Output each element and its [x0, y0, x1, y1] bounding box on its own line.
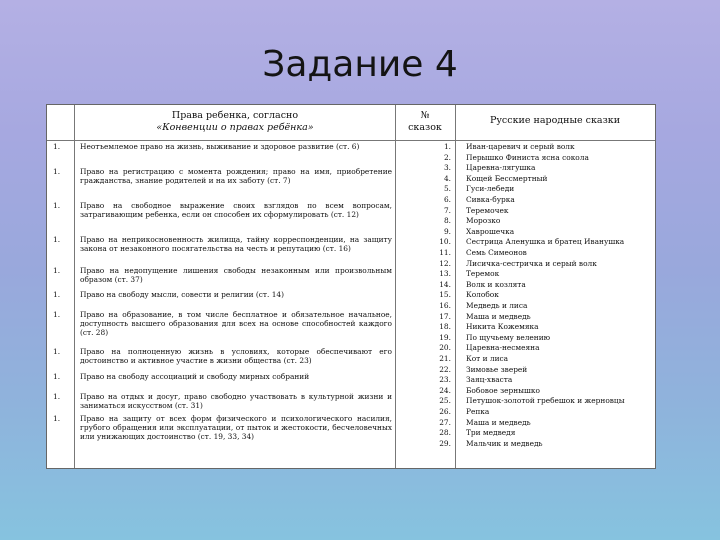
right-number: 1.	[53, 142, 61, 151]
slide-title: Задание 4	[262, 44, 458, 85]
tale-number: 27.	[439, 417, 451, 427]
right-text: Право на образование, в том числе бесплатное и обязательное начальное, доступность высшего образования для всех на основе способностей каждого (ст. 28)	[80, 310, 392, 337]
tale-title: Перышко Финиста ясна сокола	[466, 152, 589, 162]
right-text: Право на полноценную жизнь в условиях, которые обеспечивают его достоинство и активное участие в жизни общества (ст. 23)	[80, 347, 392, 365]
tale-title: Волк и козлята	[466, 279, 526, 289]
tale-number: 21.	[439, 354, 451, 363]
tale-title: Теремочек	[466, 205, 509, 215]
right-number: 1.	[53, 372, 61, 381]
right-text: Право на защиту от всех форм физического и психологического насилия, грубого обращения или эксплуатации, от пыток и жестокости, бесчеловечных или унижающих достоинство (ст. 19, 33, 34)	[80, 414, 392, 441]
right-text: Право на неприкосновенность жилища, тайну корреспонденции, на защиту закона от незаконного посягательства на честь и репутацию (ст. 16)	[80, 235, 392, 253]
tale-number: 10.	[439, 237, 451, 247]
right-number: 1.	[53, 414, 61, 423]
tale-number: 18.	[439, 322, 451, 332]
right-number: 1.	[53, 392, 61, 401]
header-rights	[77, 110, 393, 135]
tale-number: 2.	[443, 152, 451, 162]
tale-title: Семь Симеонов	[466, 248, 527, 257]
right-text: Неотъемлемое право на жизнь, выживание и здоровое развитие (ст. 6)	[80, 142, 360, 151]
tale-title: Три медведя	[466, 428, 516, 438]
tale-title: Медведь и лиса	[466, 301, 528, 310]
tale-title: Петушок-золотой гребешок и жерновцы	[466, 396, 625, 406]
right-text: Право на отдых и досуг, право свободно участвовать в культурной жизни и заниматься искусством (ст. 31)	[80, 392, 392, 410]
tale-number: 13.	[439, 269, 451, 279]
table-divider	[47, 140, 655, 141]
right-text: Право на свободное выражение своих взглядов по всем вопросам, затрагивающим ребенка, если он способен их сформулировать (ст. 12)	[80, 201, 392, 219]
header-number-label: сказок	[408, 122, 442, 134]
tale-number: 28.	[439, 428, 451, 438]
tale-number: 17.	[439, 311, 451, 321]
tale-title: Сестрица Аленушка и братец Иванушка	[466, 237, 625, 247]
header-rights-line2: «Конвенции о правах ребёнка»	[156, 122, 314, 134]
tale-number: 26.	[439, 407, 451, 416]
tale-title: Царевна-лягушка	[466, 163, 536, 173]
tale-title: Заяц-хваста	[466, 375, 513, 385]
tale-number: 1.	[443, 142, 451, 151]
header-rights-line1: Права ребенка, согласно	[171, 110, 299, 121]
tale-title: Бобовое зернышко	[466, 385, 540, 395]
tale-number: 14.	[439, 279, 451, 289]
tale-title: Иван-царевич и серый волк	[466, 142, 575, 151]
header-number-symbol: №	[420, 110, 430, 121]
table-divider	[395, 105, 396, 468]
tale-number: 12.	[439, 258, 451, 268]
tale-number: 3.	[443, 163, 451, 173]
tale-number: 23.	[439, 375, 451, 385]
tale-title: Репка	[466, 407, 490, 416]
tale-title: Гуси-лебеди	[466, 184, 515, 194]
tale-title: Лисичка-сестричка и серый волк	[466, 258, 597, 268]
tale-title: Теремок	[466, 269, 500, 279]
tale-title: Зимовье зверей	[466, 364, 528, 374]
right-number: 1.	[53, 235, 61, 244]
tale-number: 22.	[439, 364, 451, 374]
header-tale-number	[397, 110, 453, 135]
right-text: Право на недопущение лишения свободы незаконным или произвольным образом (ст. 37)	[80, 266, 392, 284]
tale-title: Кощей Бессмертный	[466, 173, 548, 183]
tale-number: 9.	[443, 226, 451, 236]
tale-title: По щучьему велению	[466, 332, 551, 342]
tale-number: 7.	[443, 205, 451, 215]
tale-number: 8.	[443, 216, 451, 226]
right-text: Право на регистрацию с момента рождения; право на имя, приобретение гражданства, знание родителей и на их заботу (ст. 7)	[80, 167, 392, 185]
table-divider	[74, 105, 75, 468]
tale-title: Маша и медведь	[466, 417, 531, 427]
tale-title: Колобок	[466, 290, 499, 300]
tale-number: 16.	[439, 301, 451, 310]
tale-title: Никита Кожемяка	[466, 322, 539, 332]
tale-title: Маша и медведь	[466, 311, 531, 321]
tale-number: 25.	[439, 396, 451, 406]
tale-number: 5.	[443, 184, 451, 194]
right-text: Право на свободу ассоциаций и свободу мирных собраний	[80, 372, 310, 381]
tale-title: Мальчик и медведь	[466, 438, 543, 448]
tale-title: Царевна-несмеяна	[466, 343, 540, 353]
header-tales: Русские народные сказки	[489, 115, 621, 126]
rights-tales-table	[46, 104, 656, 469]
tale-number: 6.	[443, 195, 451, 204]
tale-number: 24.	[439, 385, 451, 395]
right-number: 1.	[53, 310, 61, 319]
tale-title: Сивка-бурка	[466, 195, 515, 204]
right-text: Право на свободу мысли, совести и религии (ст. 14)	[80, 290, 285, 299]
tale-title: Морозко	[466, 216, 501, 226]
right-number: 1.	[53, 290, 61, 299]
right-number: 1.	[53, 167, 61, 176]
tale-number: 15.	[439, 290, 451, 300]
right-number: 1.	[53, 266, 61, 275]
tale-title: Кот и лиса	[466, 354, 509, 363]
tale-title: Хаврошечка	[466, 226, 515, 236]
tale-number: 29.	[439, 438, 451, 448]
tale-number: 11.	[439, 248, 451, 257]
right-number: 1.	[53, 201, 61, 210]
table-divider	[455, 105, 456, 468]
right-number: 1.	[53, 347, 61, 356]
tale-number: 20.	[439, 343, 451, 353]
tale-number: 4.	[443, 173, 451, 183]
tale-number: 19.	[439, 332, 451, 342]
